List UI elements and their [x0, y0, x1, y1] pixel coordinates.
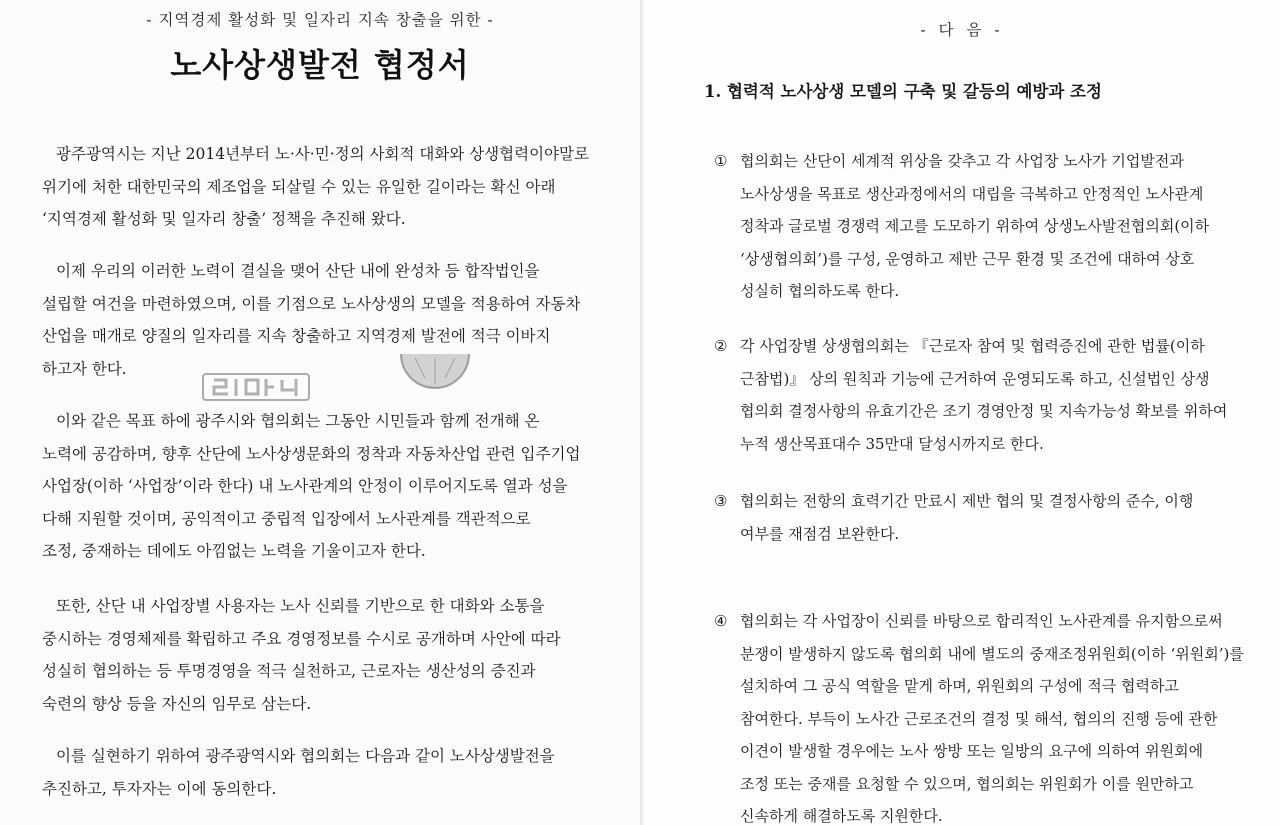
paragraph-line: 이를 실현하기 위하여 광주광역시와 협의회는 다음과 같이 노사상생발전을	[56, 747, 555, 765]
clause-line: 근참법)』 상의 원칙과 기능에 근거하여 운영되도록 하고, 신설법인 상생	[740, 369, 1210, 388]
clause-line	[714, 330, 1227, 363]
preamble-paragraph-5	[42, 740, 555, 805]
clause-line: 여부를 재점검 보완한다.	[740, 524, 900, 543]
paragraph-line: 이제 우리의 이러한 노력이 결실을 맺어 산단 내에 완성차 등 합작법인을	[56, 262, 540, 280]
clause-line: 이견이 발생할 경우에는 노사 쌍방 또는 일방의 요구에 의하여 위원회에	[740, 742, 1204, 760]
clause-item-2	[714, 330, 1227, 460]
clause-line	[714, 145, 1209, 178]
paragraph-line: ‘지역경제 활성화 및 일자리 창출’ 정책을 추진해 왔다.	[42, 210, 406, 228]
clause-line: 협의회 결정사항의 유효기간은 조기 경영안정 및 지속가능성 확보를 위하여	[740, 402, 1228, 420]
clause-number: ③	[714, 492, 728, 510]
clause-number: ①	[714, 152, 728, 170]
preamble-paragraph-1	[42, 138, 589, 236]
paragraph-line: 설립할 여건을 마련하였으며, 이를 기점으로 노사상생의 모델을 적용하여 자동차	[42, 294, 581, 313]
paragraph-line: 광주광역시는 지난 2014년부터 노·사·민·정의 사회적 대화와 상생협력이야말로	[56, 145, 589, 163]
clause-item-1	[714, 145, 1209, 308]
paragraph-line: 이와 같은 목표 하에 광주시와 협의회는 그동안 시민들과 함께 전개해 온	[56, 412, 540, 430]
paragraph-line: 하고자 한다.	[42, 359, 127, 378]
clause-item-3	[714, 485, 1193, 550]
clause-line: 조정 또는 중재를 요청할 수 있으며, 협의회는 위원회가 이를 원만하고	[740, 774, 1194, 793]
clause-line: 성실히 협의하도록 한다.	[740, 282, 900, 300]
paragraph-line: 숙련의 향상 등을 자신의 임무로 삼는다.	[42, 694, 312, 713]
clause-line: 노사상생을 목표로 생산과정에서의 대립을 극복하고 안정적인 노사관계	[740, 184, 1204, 203]
document-subtitle: - 지역경제 활성화 및 일자리 지속 창출을 위한 -	[146, 11, 494, 29]
paragraph-line: 중시하는 경영체제를 확립하고 주요 경영정보를 수시로 공개하며 사안에 따라	[42, 629, 561, 648]
document-title: 노사상생발전 협정서	[170, 46, 470, 84]
clause-text: 협의회는 각 사업장이 신뢰를 바탕으로 합리적인 노사관계를 유지함으로써	[740, 612, 1223, 630]
clause-line: 분쟁이 발생하지 않도록 협의회 내에 별도의 중재조정위원회(이하 ‘위원회’)를	[740, 644, 1244, 663]
clause-line: 누적 생산목표대수 35만대 달성시까지로 한다.	[740, 434, 1044, 453]
clause-line	[714, 605, 1244, 638]
preamble-paragraph-4	[42, 590, 561, 720]
clause-line: ‘상생협의회’)를 구성, 운영하고 제반 근무 환경 및 조건에 대하여 상호	[740, 249, 1195, 268]
clause-line: 정착과 글로벌 경쟁력 제고를 도모하기 위하여 상생노사발전협의회(이하	[740, 217, 1210, 235]
agreement-header: - 다 음 -	[920, 21, 1004, 39]
paragraph-line: 사업장(이하 ‘사업장’이라 한다) 내 노사관계의 안정이 이루어지도록 열과 성을	[42, 477, 568, 495]
paragraph-line: 노력에 공감하며, 향후 산단에 노사상생문화의 정착과 자동차산업 관련 입주기업	[42, 444, 581, 463]
clause-line: 신속하게 해결하도록 지원한다.	[740, 807, 943, 825]
clause-text: 각 사업장별 상생협의회는 『근로자 참여 및 협력증진에 관한 법률(이하	[740, 337, 1205, 355]
paragraph-line: 다해 지원할 것이며, 공익적이고 중립적 입장에서 노사관계를 객관적으로	[42, 509, 531, 528]
clause-text: 협의회는 전항의 효력기간 만료시 제반 협의 및 결정사항의 준수, 이행	[740, 492, 1194, 510]
preamble-paragraph-3	[42, 405, 580, 568]
clause-line: 참여한다. 부득이 노사간 근로조건의 결정 및 해석, 협의의 진행 등에 관한	[740, 709, 1218, 728]
clause-item-4	[714, 605, 1244, 825]
clause-line: 설치하여 그 공식 역할을 맡게 하며, 위원회의 구성에 적극 협력하고	[740, 677, 1179, 695]
section-title: 1. 협력적 노사상생 모델의 구축 및 갈등의 예방과 조정	[704, 82, 1102, 101]
paragraph-line: 또한, 산단 내 사업장별 사용자는 노사 신뢰를 기반으로 한 대화와 소통을	[56, 597, 545, 615]
clause-text: 협의회는 산단이 세계적 위상을 갖추고 각 사업장 노사가 기업발전과	[740, 152, 1184, 170]
paragraph-line: 위기에 처한 대한민국의 제조업을 되살릴 수 있는 유일한 길이라는 확신 아래	[42, 177, 556, 196]
paragraph-line: 성실히 협의하는 등 투명경영을 적극 실천하고, 근로자는 생산성의 증진과	[42, 662, 536, 680]
paragraph-line: 조정, 중재하는 데에도 아낌없는 노력을 기울이고자 한다.	[42, 542, 426, 560]
paragraph-line: 추진하고, 투자자는 이에 동의한다.	[42, 779, 277, 798]
right-page	[644, 0, 1280, 825]
preamble-paragraph-2	[42, 255, 580, 385]
paragraph-line: 산업을 매개로 양질의 일자리를 지속 창출하고 지역경제 발전에 적극 이바지	[42, 327, 551, 345]
clause-number: ②	[714, 337, 728, 355]
clause-number: ④	[714, 612, 728, 630]
clause-line	[714, 485, 1193, 518]
